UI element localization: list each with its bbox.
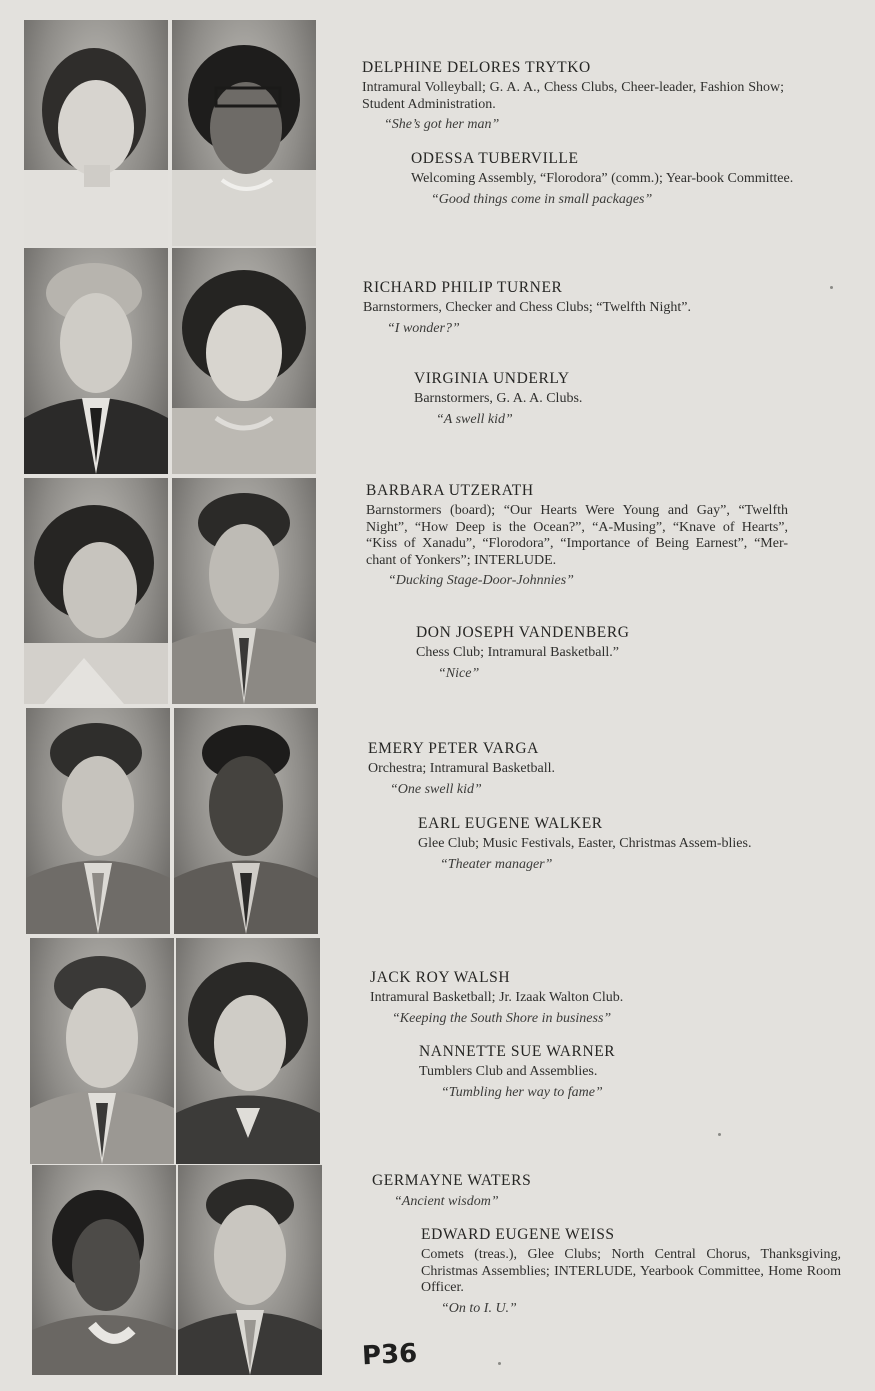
portrait-photo [24,248,168,474]
senior-quote: “She’s got her man” [384,117,500,132]
senior-quote: “Nice” [438,665,480,681]
senior-name: DON JOSEPH VANDENBERG [416,624,630,641]
senior-name: RICHARD PHILIP TURNER [363,279,563,296]
portrait-photo [24,20,168,246]
senior-quote: “Keeping the South Shore in business” [392,1010,612,1026]
senior-name: GERMAYNE WATERS [372,1172,532,1189]
senior-activities: Tumblers Club and Assemblies. [419,1064,598,1079]
senior-name: VIRGINIA UNDERLY [414,370,570,387]
senior-entry [362,59,784,133]
senior-activities: Intramural Volleyball; G. A. A., Chess Clubs, Cheer-leader, Fashion Show; Student Administration. [362,80,784,112]
portrait-photo [176,938,320,1164]
portrait-photo [30,938,174,1164]
senior-entry [419,1043,841,1101]
senior-name: EARL EUGENE WALKER [418,815,603,832]
senior-activities: Comets (treas.), Glee Clubs; North Central Chorus, Thanksgiving, Christmas Assemblies; INTERLUDE, Yearbook Committee, Home Room Officer. [421,1247,841,1295]
senior-activities: Chess Club; Intramural Basketball.” [416,645,619,660]
senior-quote: “Ancient wisdom” [394,1194,499,1209]
senior-quote: “Ducking Stage-Door-Johnnies” [388,573,574,588]
senior-entry [411,150,833,208]
portrait-photo [26,708,170,934]
senior-entry [370,969,794,1027]
senior-name: BARBARA UTZERATH [366,482,534,499]
senior-name: EDWARD EUGENE WEISS [421,1226,615,1243]
page-number: P36 [361,1338,418,1372]
portrait-photo [174,708,318,934]
senior-activities: Intramural Basketball; Jr. Izaak Walton Club. [370,990,624,1005]
speck [830,286,833,289]
senior-entry [372,1172,796,1210]
senior-quote: “Tumbling her way to fame” [441,1084,603,1100]
portrait-photo [172,248,316,474]
portrait-photo [178,1165,322,1375]
senior-entry [366,482,788,589]
senior-entry [368,740,788,798]
senior-name: NANNETTE SUE WARNER [419,1043,616,1060]
senior-entry [418,815,842,873]
speck [718,1133,721,1136]
senior-quote: “I wonder?” [387,320,460,336]
portrait-grid [24,20,326,1378]
senior-name: ODESSA TUBERVILLE [411,150,579,167]
senior-entry [416,624,836,682]
senior-activities: Welcoming Assembly, “Florodora” (comm.); Year-book Committee. [411,171,794,186]
senior-entry [421,1226,841,1317]
senior-quote: “One swell kid” [390,781,482,797]
senior-quote: “Theater manager” [440,856,553,872]
senior-activities: Barnstormers (board); “Our Hearts Were Young and Gay”, “Twelfth Night”, “How Deep is the Ocean?”, “A-Musing”, “Knave of Hearts”, “Kiss of Xanadu”, “Florodora”, “Importance of Being Earnest”, “Mer-chant of Yonkers”; INTERLUDE. [366,503,788,568]
senior-entry [414,370,834,428]
senior-activities: Barnstormers, Checker and Chess Clubs; “Twelfth Night”. [363,300,691,315]
portrait-photo [172,20,316,246]
senior-name: EMERY PETER VARGA [368,740,539,757]
portrait-photo [32,1165,176,1375]
portrait-photo [24,478,168,704]
senior-activities: Barnstormers, G. A. A. Clubs. [414,391,583,406]
senior-entry [363,279,785,337]
senior-quote: “A swell kid” [436,411,513,427]
senior-quote: “On to I. U.” [441,1300,517,1316]
senior-name: JACK ROY WALSH [370,969,511,986]
senior-quote: “Good things come in small packages” [431,191,653,207]
senior-activities: Orchestra; Intramural Basketball. [368,761,555,776]
senior-name: DELPHINE DELORES TRYTKO [362,59,591,76]
senior-activities: Glee Club; Music Festivals, Easter, Christmas Assem-blies. [418,836,752,851]
portrait-photo [172,478,316,704]
speck [498,1362,501,1365]
